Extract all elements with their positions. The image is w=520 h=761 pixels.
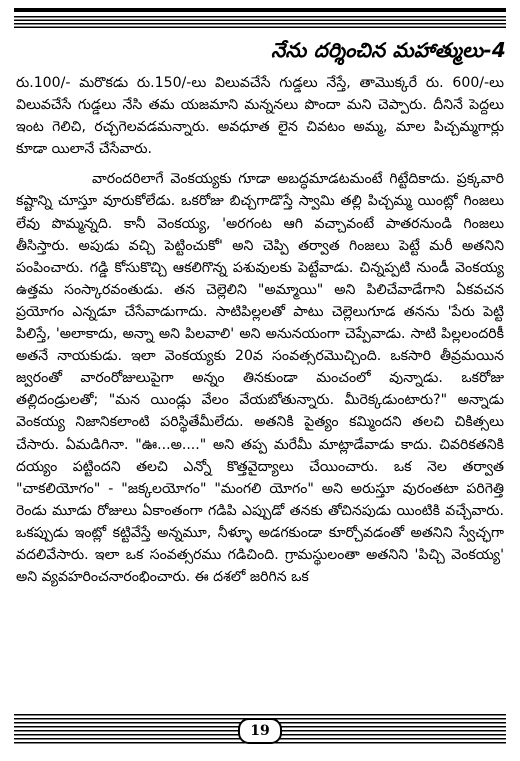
- paragraph-2: వారందరిలాగే వెంకయ్యకు గూడా అబద్ధమాడటమంటే గిట్టేదికాదు. ప్రక్కవారి కష్టాన్ని చూస్తూ వూరుకోలేడు. ఒకరోజు బిచ్చగాడొస్తే స్వామి తల్లి పిచ్చమ్మ యింట్లో గింజలు లేవు పొమ్మన్నది. కానీ వెంకయ్య, 'అరగంట ఆగి వచ్చావంటే పాతరనుండి గింజలు తీసిస్తారు. అపుడు వచ్చి పెట్టించుకో' అని చెప్పి తర్వాత గింజలు పెట్టే మరీ అతనిని పంపించారు. గడ్డి కోసుకొచ్చి ఆకలిగొన్న పశువులకు పెట్టేవాడు. చిన్నప్పటి నుండీ వెంకయ్య ఉత్తమ సంస్కారవంతుడు. తన చెల్లెలిని "అమ్మాయి" అని పిలిచేవాడేగాని ఏకవచన ప్రయోగం ఎన్నడూ చేసేవాడుగాదు. సాటిపిల్లలతో పాటు చెల్లెలుగూడ తనను 'పేరు పెట్టి పిలిస్తే, 'అలాకాదు, అన్నా అని పిలవాలి' అని అనునయంగా చెప్పేవాడు. సాటి పిల్లలందరికీ అతనే నాయకుడు. ఇలా వెంకయ్యకు 20వ సంవత్సరమొచ్చింది. ఒకసారి తీవ్రమయిన జ్వరంతో వారంరోజులుపైగా అన్నం తినకుండా మంచంలో వున్నాడు. ఒకరోజు తల్లిదండ్రులతో; "మన యిండ్లు వేలం వేయబోతున్నారు. మీరెక్కడుంటారు?" అన్నాడు వెంకయ్య నిజానికలాంటి పరిస్థితేమీలేదు. అతనికి పైత్యం కమ్మిందని తలచి చికిత్సలు చేసారు. ఏమడిగినా. "ఊ...అ...." అని తప్ప మరేమీ మాట్లాడేవాడు కాదు. చివరికతనికి దయ్యం పట్టిందని తలచి ఎన్నో కొత్తవైద్యాలు చేయించారు. ఒక నెల తర్వాత "చాకలియోగం" - "జక్కలయోగం" "మంగలి యోగం" అని అరుస్తూ వురంతటా పరిగెత్తి రెండు మూడు రోజులు ఏకాంతంగా గడిపి ఎప్పుడో తనకు తోచినపుడు యింటికి వచ్చేవారు. ఒకప్పుడు ఇంట్లో కట్టివేస్తే అన్నమూ, నీళ్ళూ అడగకుండా కూర్చోవడంతో అతనిని స్వేచ్ఛగా వదలివేసారు. ఇలా ఒక సంవత్సరము గడిచింది. గ్రామస్థులంతా అతనిని 'పిచ్చి వెంకయ్య' అని వ్యవహరించనారంభించారు. ఈ దశలో జరిగిన ఒక: [16, 171, 504, 586]
- page-number-badge: [238, 718, 282, 744]
- body-text: [16, 72, 504, 596]
- header-top-rule: [14, 8, 506, 12]
- page-footer: [14, 714, 506, 744]
- paragraph-1: రు.100/- మరొకడు రు.150/-లు విలువచేసే గుడ్డలు నేస్తే, తామొక్కరే రు. 600/-లు విలువచేసే గుడ్డలు నేసి తమ యజమాని మన్ననలు పొందా మని చెప్పారు. దీనినే పెద్దలు ఇంట గెలిచి, రచ్చగెలవడమన్నారు. అవధూత లైన చివటం అమ్మ, మాల పిచ్చమ్మగార్లు కూడా యిలానే చేసేవారు.: [16, 75, 504, 158]
- page-number: 19: [250, 723, 270, 739]
- running-title: నేను దర్శించిన మహాత్ములు-4: [271, 38, 506, 62]
- page-header: [14, 8, 506, 72]
- header-hatch-rule: [14, 16, 506, 30]
